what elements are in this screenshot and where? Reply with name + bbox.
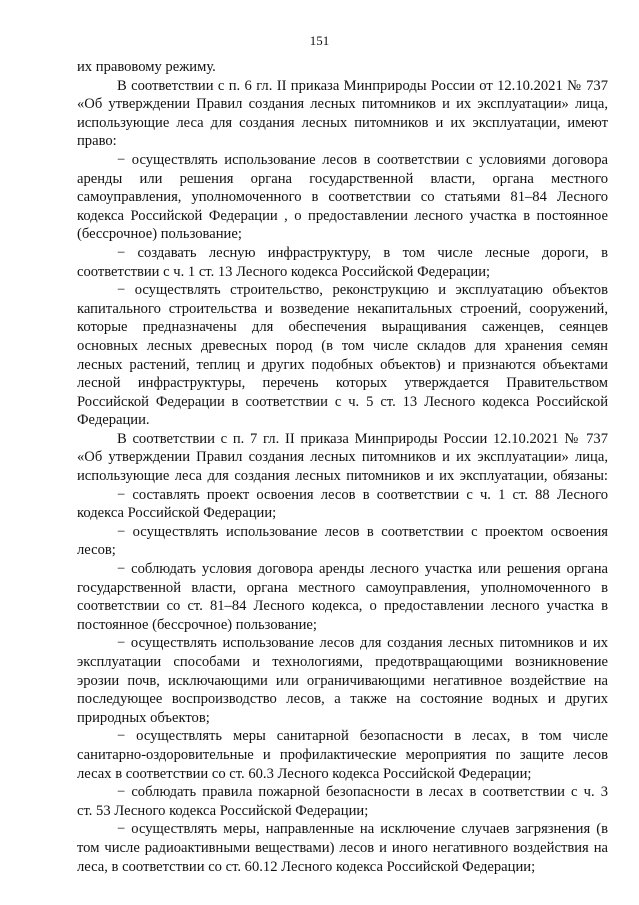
text-line: «Об утверждении Правил создания лесных питомников и их эксплуатации» лица, [77,96,608,113]
text-line: природных объектов; [77,709,210,726]
text-line: которые предназначены для обеспечения выращивания саженцев, сеянцев [77,319,608,336]
text-line: леса, в соответствии со ст. 60.12 Лесного кодекса Российской Федерации; [77,858,536,875]
text-line: лесах в соответствии со ст. 60.3 Лесного кодекса Российской Федерации; [77,765,532,782]
text-line: соответствии со ст. 81–84 Лесного кодекса, о предоставлении лесного участка в [77,598,608,615]
text-line: соответствии с ч. 1 ст. 13 Лесного кодекса Российской Федерации; [77,263,491,280]
text-line: эрозии почв, исключающими или ограничивающими негативное воздействие на [77,672,608,689]
text-line: лесных растений, теплиц и других подобных объектов) и признаются объектами [77,356,608,373]
text-line: − создавать лесную инфраструктуру, в том числе лесные дороги, в [117,244,608,261]
text-line: основных лесных древесных пород (в том числе складов для хранения семян [77,337,608,354]
text-line: последующее воспроизводство лесов, а также на состояние водных и других [77,691,608,708]
text-line: Федерации. [77,412,150,429]
text-line: − осуществлять строительство, реконструкцию и эксплуатацию объектов [117,282,608,299]
text-line: кодекса Российской Федерации , о предоставлении лесного участка в постоянное [77,207,608,224]
text-line: постоянное (бессрочное) пользование; [77,616,317,633]
text-line: − осуществлять использование лесов в соответствии с проектом освоения [117,523,608,540]
text-line: − осуществлять меры, направленные на исключение случаев загрязнения (в [117,821,608,838]
text-line: − составлять проект освоения лесов в соответствии с ч. 1 ст. 88 Лесного [117,486,608,503]
page-number: 151 [309,33,330,48]
text-line: − соблюдать правила пожарной безопасности в лесах в соответствии с ч. 3 [117,784,608,801]
text-line: использующие леса для создания лесных питомников и их эксплуатации, обязаны: [77,468,608,485]
text-line: самоуправления, уполномоченного в соответствии со статьями 81–84 Лесного [77,189,608,206]
text-line: ст. 53 Лесного кодекса Российской Федерации; [77,802,369,819]
text-line: том числе радиоактивными веществами) лесов и иного негативного воздействия на [77,839,608,856]
text-line: − осуществлять использование лесов для создания лесных питомников и их [117,635,608,652]
text-line: − осуществлять использование лесов в соответствии с условиями договора [117,151,608,168]
text-line: − соблюдать условия договора аренды лесного участка или решения органа [117,561,608,578]
text-line: В соответствии с п. 6 гл. II приказа Минприроды России от 12.10.2021 № 737 [117,77,608,94]
text-line: их правовому режиму. [77,59,216,75]
text-line: санитарно-оздоровительные и профилактические мероприятия по защите лесов [77,746,608,763]
text-line: В соответствии с п. 7 гл. II приказа Минприроды России 12.10.2021 № 737 [117,430,608,447]
text-line: капитального строительства и возведение некапитальных строений, сооружений, [77,300,608,317]
text-line: аренды или решения органа государственной власти, органа местного [77,170,608,187]
text-line: Российской Федерации в соответствии с ч. 5 ст. 13 Лесного кодекса Российской [77,393,608,410]
body-text [77,58,608,876]
text-line: лесов; [77,542,116,559]
text-line: право: [77,133,117,150]
text-line: кодекса Российской Федерации; [77,505,277,522]
text-line: эксплуатации способами и технологиями, предотвращающими возникновение [77,654,608,670]
text-line: использующие леса для создания лесных питомников и их эксплуатации, имеют [77,114,608,131]
text-line: лесной инфраструктуры, перечень которых утверждается Правительством [77,375,608,392]
text-line: государственной власти, органа местного самоуправления, уполномоченного в [77,579,608,596]
text-line: «Об утверждении Правил создания лесных питомников и их эксплуатации» лица, [77,449,608,466]
text-line: (бессрочное) пользование; [77,226,242,243]
text-line: − осуществлять меры санитарной безопасности в лесах, в том числе [117,728,608,745]
